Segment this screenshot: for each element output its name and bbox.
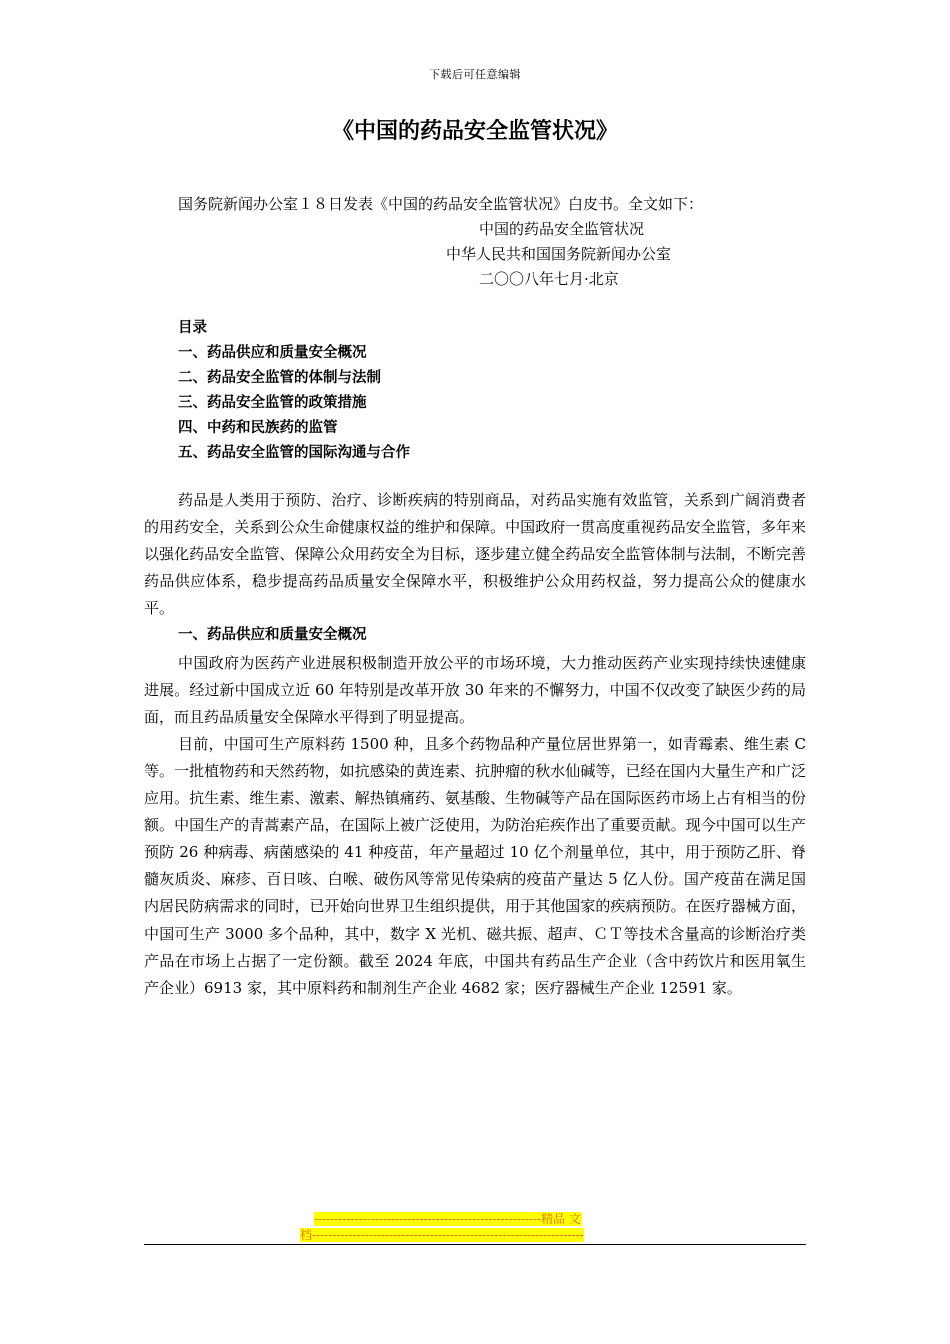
footer-line-1: --------------------------------------------------------精品 文	[314, 1212, 581, 1226]
document-title: 《中国的药品安全监管状况》	[331, 119, 618, 144]
toc-item-3: 三、药品安全监管的政策措施	[178, 395, 367, 411]
toc-item-4: 四、中药和民族药的监管	[178, 420, 338, 436]
header-note: 下载后可任意编辑	[429, 68, 521, 81]
intro-issuer: 中华人民共和国国务院新闻办公室	[446, 245, 672, 263]
intro-date-place: 二〇〇八年七月·北京	[479, 270, 619, 288]
footer-line-2: 档-------------------------------------------------------------------	[300, 1228, 584, 1242]
paragraph-intro: 药品是人类用于预防、治疗、诊断疾病的特别商品，对药品实施有效监管，关系到广阔消费者的用药安全，关系到公众生命健康权益的维护和保障。中国政府一贯高度重视药品安全监管，多年来以强化药品安全监管、保障公众用药安全为目标，逐步建立健全药品安全监管体制与法制，不断完善药品供应体系，稳步提高药品质量安全保障水平，积极维护公众用药权益，努力提高公众的健康水平。	[144, 491, 806, 618]
table-of-contents	[178, 316, 778, 466]
section-heading: 一、药品供应和质量安全概况	[178, 627, 367, 644]
intro-doc-title: 中国的药品安全监管状况	[479, 220, 645, 238]
intro-block	[178, 192, 808, 292]
intro-lead: 国务院新闻办公室１８日发表《中国的药品安全监管状况》白皮书。全文如下：	[178, 195, 704, 213]
toc-heading: 目录	[178, 320, 207, 336]
toc-item-5: 五、药品安全监管的国际沟通与合作	[178, 445, 410, 461]
toc-item-2: 二、药品安全监管的体制与法制	[178, 370, 381, 386]
footer-rule	[144, 1244, 806, 1245]
document-body	[144, 487, 806, 1002]
toc-item-1: 一、药品供应和质量安全概况	[178, 345, 367, 361]
paragraph-industry: 中国政府为医药产业进展积极制造开放公平的市场环境，大力推动医药产业实现持续快速健康进展。经过新中国成立近 60 年特别是改革开放 30 年来的不懈努力，中国不仅改变了缺医少药的局面，而且药品质量安全保障水平得到了明显提高。	[144, 653, 806, 726]
paragraph-current-status: 目前，中国可生产原料药 1500 种，且多个药物品种产量位居世界第一，如青霉素、维生素 C 等。一批植物药和天然药物，如抗感染的黄连素、抗肿瘤的秋水仙碱等，已经在国内大量生产和广泛应用。抗生素、维生素、激素、解热镇痛药、氨基酸、生物碱等产品在国际医药市场上占有相当的份额。中国生产的青蒿素产品，在国际上被广泛使用，为防治疟疾作出了重要贡献。现今中国可以生产预防 26 种病毒、病菌感染的 41 种疫苗，年产量超过 10 亿个剂量单位，其中，用于预防乙肝、脊髓灰质炎、麻疹、百日咳、白喉、破伤风等常见传染病的疫苗产量达 5 亿人份。国产疫苗在满足国内居民防病需求的同时，已开始向世界卫生组织提供，用于其他国家的疾病预防。在医疗器械方面，中国可生产 3000 多个品种，其中，数字 X 光机、磁共振、超声、ＣＴ等技术含量高的诊断治疗类产品在市场上占据了一定份额。截至 2024 年底，中国共有药品生产企业（含中药饮片和医用氧生产企业）6913 家，其中原料药和制剂生产企业 4682 家；医疗器械生产企业 12591 家。	[144, 734, 806, 997]
footer-watermark	[300, 1211, 650, 1243]
